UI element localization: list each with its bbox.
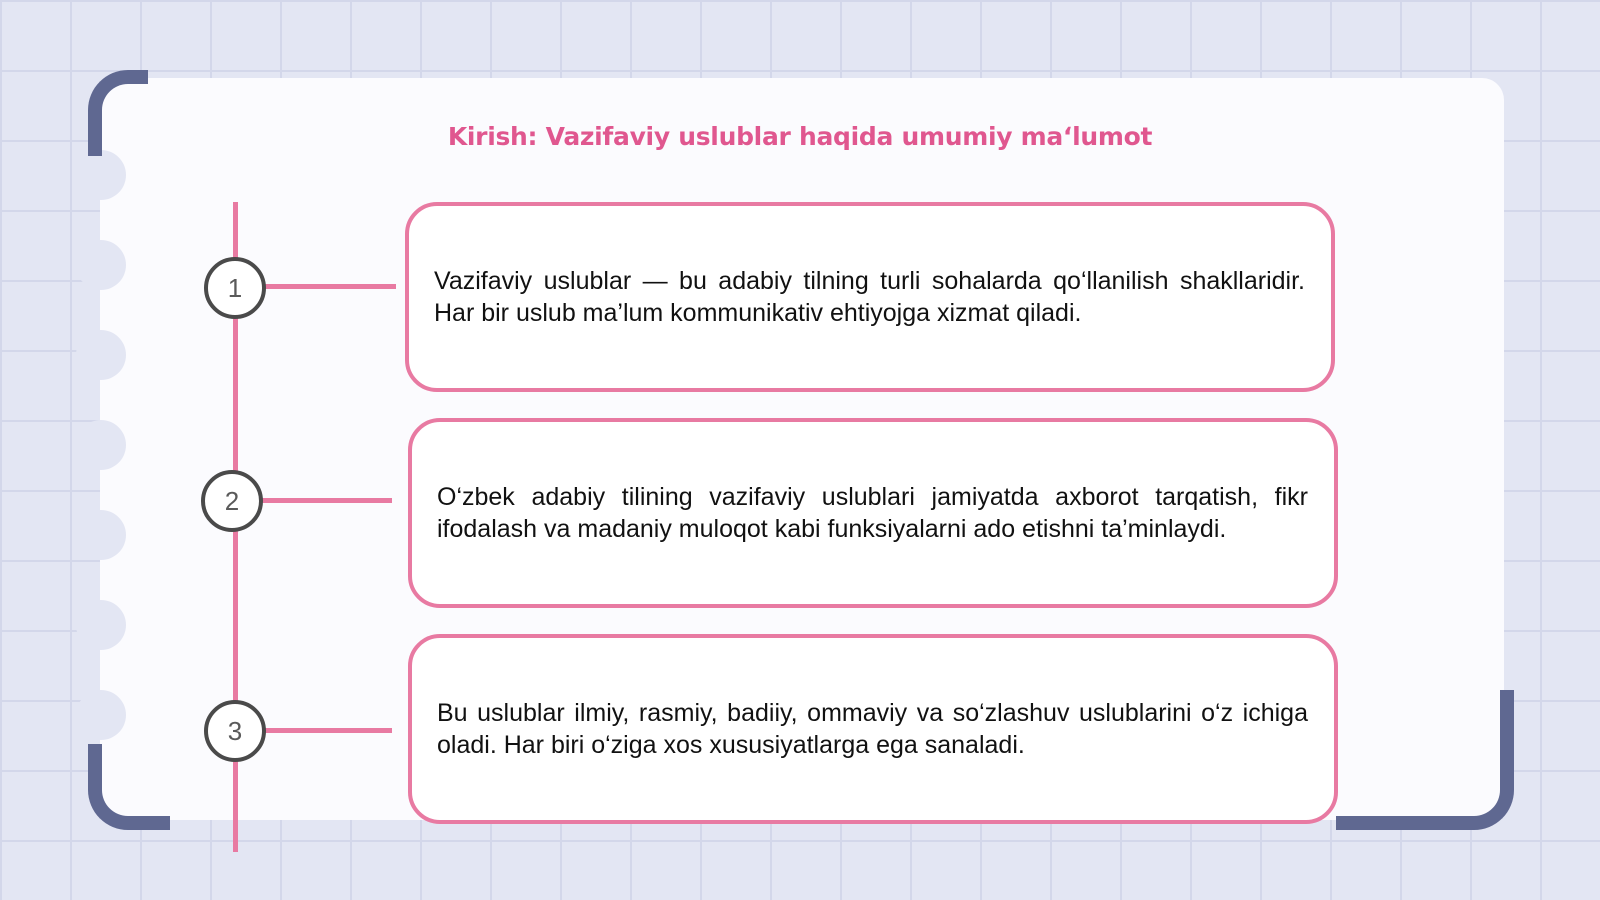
slide-title: Kirish: Vazifaviy uslublar haqida umumiy maʻlumot bbox=[447, 122, 1153, 151]
card-notch bbox=[76, 420, 126, 470]
corner-bracket-bottom-left bbox=[88, 744, 170, 830]
corner-bracket-bottom-right bbox=[1336, 690, 1514, 830]
step-number-circle: 3 bbox=[204, 700, 266, 762]
card-notch bbox=[76, 690, 126, 740]
step-text: Bu uslublar ilmiy, rasmiy, badiiy, ommaviy va so‘zlashuv uslublarini o‘z ichiga oladi. Har biri o‘ziga xos xususiyatlarga ega sanaladi. bbox=[437, 699, 1308, 759]
step-text: O‘zbek adabiy tilining vazifaviy uslublari jamiyatda axborot tarqatish, fikr ifodalash va madaniy muloqot kabi funksiyalarni ado etishni ta’minlaydi. bbox=[437, 483, 1308, 543]
step-number-circle: 1 bbox=[204, 257, 266, 319]
step-number-circle: 2 bbox=[201, 470, 263, 532]
card-notch bbox=[76, 600, 126, 650]
card-notch bbox=[76, 240, 126, 290]
connector-line bbox=[262, 498, 392, 503]
card-notch bbox=[76, 330, 126, 380]
step-card bbox=[408, 634, 1338, 824]
connector-line bbox=[264, 728, 392, 733]
step-card bbox=[408, 418, 1338, 608]
step-card bbox=[405, 202, 1335, 392]
card-notch bbox=[76, 510, 126, 560]
card-notch bbox=[76, 150, 126, 200]
connector-line bbox=[262, 284, 396, 289]
step-text: Vazifaviy uslublar — bu adabiy tilning turli sohalarda qo‘llanilish shakllaridir. Har bir uslub ma’lum kommunikativ ehtiyojga xizmat qiladi. bbox=[434, 267, 1305, 327]
